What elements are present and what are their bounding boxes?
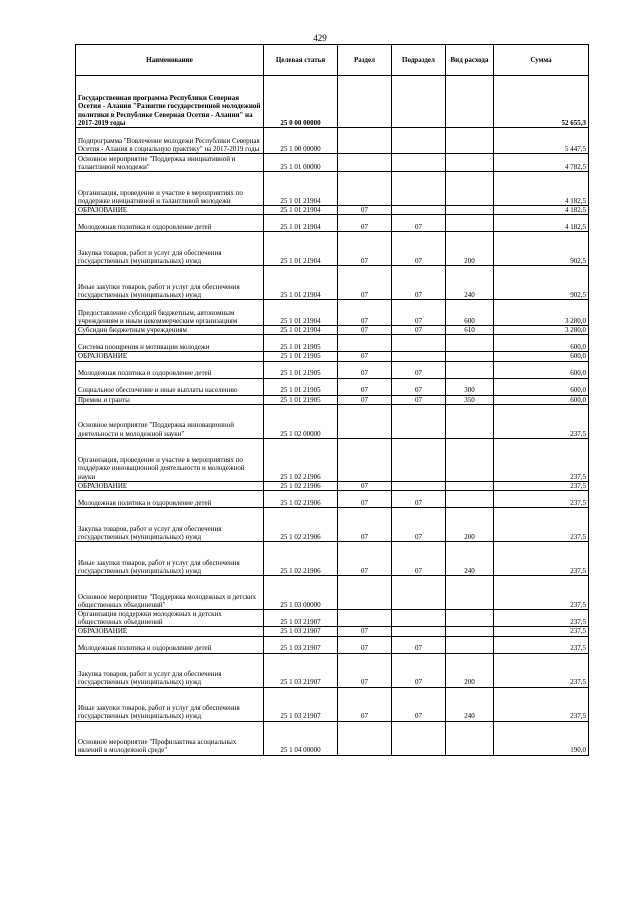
row-amount-cell: 237,5 — [494, 438, 589, 481]
row-amount-cell: 3 280,0 — [494, 300, 589, 326]
row-section-cell: 07 — [338, 542, 392, 576]
table-row — [76, 481, 589, 490]
row-expense-kind-cell — [446, 627, 494, 636]
row-name-cell: ОБРАЗОВАНИЕ — [76, 206, 264, 215]
row-subsection-cell — [392, 335, 446, 352]
row-amount-cell: 237,5 — [494, 542, 589, 576]
row-subsection-cell — [392, 481, 446, 490]
row-name-cell: Закупка товаров, работ и услуг для обеспечения государственных (муниципальных) нужд — [76, 232, 264, 266]
row-subsection-cell — [392, 206, 446, 215]
row-expense-kind-cell — [446, 610, 494, 627]
table-row — [76, 232, 589, 266]
row-subsection-cell — [392, 128, 446, 154]
row-target-article-cell: 25 1 01 21904 — [264, 206, 338, 215]
row-expense-kind-cell — [446, 172, 494, 206]
row-expense-kind-cell — [446, 438, 494, 481]
table-row — [76, 300, 589, 326]
row-subsection-cell — [392, 627, 446, 636]
row-target-article-cell: 25 1 02 21906 — [264, 438, 338, 481]
row-target-article-cell: 25 1 03 21907 — [264, 687, 338, 721]
row-target-article-cell: 25 1 01 21904 — [264, 266, 338, 300]
row-expense-kind-cell — [446, 721, 494, 755]
row-amount-cell: 52 655,3 — [494, 76, 589, 128]
row-name-cell: Основное мероприятие "Поддержка молодежных и детских общественных объединений" — [76, 576, 264, 610]
row-name-cell: Молодежная политика и оздоровление детей — [76, 491, 264, 508]
row-section-cell: 07 — [338, 215, 392, 232]
row-expense-kind-cell — [446, 352, 494, 361]
row-expense-kind-cell — [446, 481, 494, 490]
row-section-cell: 07 — [338, 352, 392, 361]
row-subsection-cell — [392, 154, 446, 172]
row-name-cell: Основное мероприятие "Поддержка инициативной и талантливой молодежи" — [76, 154, 264, 172]
row-name-cell: Молодежная политика и оздоровление детей — [76, 215, 264, 232]
row-subsection-cell: 07 — [392, 215, 446, 232]
row-name-cell: Премии и гранты — [76, 395, 264, 404]
row-subsection-cell: 07 — [392, 378, 446, 395]
row-name-cell: Иные закупки товаров, работ и услуг для обеспечения государственных (муниципальных) нужд — [76, 687, 264, 721]
row-expense-kind-cell — [446, 206, 494, 215]
row-name-cell: Молодежная политика и оздоровление детей — [76, 636, 264, 653]
row-section-cell: 07 — [338, 232, 392, 266]
row-expense-kind-cell: 240 — [446, 687, 494, 721]
row-subsection-cell — [392, 404, 446, 438]
row-subsection-cell — [392, 721, 446, 755]
row-target-article-cell: 25 1 02 21906 — [264, 491, 338, 508]
row-expense-kind-cell: 240 — [446, 266, 494, 300]
row-expense-kind-cell — [446, 404, 494, 438]
budget-table — [75, 44, 589, 756]
table-row — [76, 610, 589, 627]
row-name-cell: Система поощрения и мотивации молодежи — [76, 335, 264, 352]
table-header-row — [76, 45, 589, 76]
row-amount-cell: 237,5 — [494, 481, 589, 490]
row-section-cell: 07 — [338, 687, 392, 721]
row-amount-cell: 237,5 — [494, 627, 589, 636]
table-row — [76, 266, 589, 300]
table-row — [76, 206, 589, 215]
table-row — [76, 326, 589, 335]
row-target-article-cell: 25 0 00 00000 — [264, 76, 338, 128]
row-expense-kind-cell — [446, 361, 494, 378]
row-amount-cell: 902,5 — [494, 266, 589, 300]
row-section-cell: 07 — [338, 508, 392, 542]
row-subsection-cell — [392, 610, 446, 627]
table-row — [76, 721, 589, 755]
row-subsection-cell: 07 — [392, 266, 446, 300]
row-section-cell: 07 — [338, 636, 392, 653]
column-header-target-article: Целевая статья — [264, 45, 338, 76]
table-row — [76, 215, 589, 232]
row-section-cell: 07 — [338, 491, 392, 508]
row-amount-cell: 600,0 — [494, 352, 589, 361]
row-section-cell: 07 — [338, 395, 392, 404]
row-amount-cell: 237,5 — [494, 404, 589, 438]
row-section-cell — [338, 335, 392, 352]
row-expense-kind-cell: 300 — [446, 378, 494, 395]
row-name-cell: Закупка товаров, работ и услуг для обеспечения государственных (муниципальных) нужд — [76, 508, 264, 542]
row-subsection-cell: 07 — [392, 653, 446, 687]
table-row — [76, 542, 589, 576]
table-row — [76, 653, 589, 687]
row-section-cell — [338, 721, 392, 755]
row-subsection-cell: 07 — [392, 361, 446, 378]
row-section-cell: 07 — [338, 266, 392, 300]
row-amount-cell: 190,0 — [494, 721, 589, 755]
row-expense-kind-cell: 610 — [446, 326, 494, 335]
row-subsection-cell: 07 — [392, 508, 446, 542]
row-subsection-cell — [392, 76, 446, 128]
row-section-cell — [338, 576, 392, 610]
row-expense-kind-cell: 200 — [446, 653, 494, 687]
row-subsection-cell — [392, 172, 446, 206]
row-amount-cell: 600,0 — [494, 335, 589, 352]
row-expense-kind-cell: 350 — [446, 395, 494, 404]
row-expense-kind-cell: 600 — [446, 300, 494, 326]
row-section-cell — [338, 404, 392, 438]
row-section-cell: 07 — [338, 653, 392, 687]
table-row — [76, 76, 589, 128]
row-section-cell: 07 — [338, 326, 392, 335]
row-subsection-cell — [392, 352, 446, 361]
row-name-cell: Организация поддержки молодежных и детских общественных объединений — [76, 610, 264, 627]
table-row — [76, 438, 589, 481]
row-target-article-cell: 25 1 01 21904 — [264, 172, 338, 206]
row-target-article-cell: 25 1 03 00000 — [264, 576, 338, 610]
table-row — [76, 335, 589, 352]
row-section-cell: 07 — [338, 378, 392, 395]
row-amount-cell: 237,5 — [494, 653, 589, 687]
row-subsection-cell: 07 — [392, 395, 446, 404]
row-section-cell — [338, 438, 392, 481]
row-target-article-cell: 25 1 01 21905 — [264, 335, 338, 352]
row-expense-kind-cell: 200 — [446, 232, 494, 266]
row-target-article-cell: 25 1 01 21904 — [264, 300, 338, 326]
row-expense-kind-cell — [446, 128, 494, 154]
column-header-expense-kind: Вид расхода — [446, 45, 494, 76]
row-subsection-cell: 07 — [392, 326, 446, 335]
row-section-cell: 07 — [338, 627, 392, 636]
table-row — [76, 154, 589, 172]
row-name-cell: Основное мероприятие "Профилактика асоциальных явлений в молодежной среде" — [76, 721, 264, 755]
column-header-amount: Сумма — [494, 45, 589, 76]
page-number: 429 — [313, 33, 327, 43]
row-target-article-cell: 25 1 01 21904 — [264, 326, 338, 335]
table-row — [76, 352, 589, 361]
row-name-cell: Иные закупки товаров, работ и услуг для обеспечения государственных (муниципальных) нужд — [76, 542, 264, 576]
row-name-cell: Субсидии бюджетным учреждениям — [76, 326, 264, 335]
row-subsection-cell — [392, 576, 446, 610]
row-target-article-cell: 25 1 03 21907 — [264, 653, 338, 687]
row-target-article-cell: 25 1 01 00000 — [264, 154, 338, 172]
row-target-article-cell: 25 1 02 00000 — [264, 404, 338, 438]
row-expense-kind-cell: 200 — [446, 508, 494, 542]
row-name-cell: Основное мероприятие "Поддержка инновационной деятельности и молодежной науки" — [76, 404, 264, 438]
row-target-article-cell: 25 1 01 21905 — [264, 352, 338, 361]
table-row — [76, 361, 589, 378]
table-row — [76, 627, 589, 636]
row-target-article-cell: 25 1 03 21907 — [264, 636, 338, 653]
row-name-cell: Организация, проведение и участие в мероприятиях по поддержке инновационной деятельности и молодежной науки — [76, 438, 264, 481]
row-name-cell: ОБРАЗОВАНИЕ — [76, 481, 264, 490]
column-header-subsection: Подраздел — [392, 45, 446, 76]
table-row — [76, 128, 589, 154]
table-body — [76, 76, 589, 756]
row-section-cell: 07 — [338, 300, 392, 326]
column-header-name: Наименование — [76, 45, 264, 76]
table-row — [76, 636, 589, 653]
row-expense-kind-cell — [446, 576, 494, 610]
table-row — [76, 576, 589, 610]
row-expense-kind-cell: 240 — [446, 542, 494, 576]
row-amount-cell: 237,5 — [494, 636, 589, 653]
row-section-cell: 07 — [338, 206, 392, 215]
table-row — [76, 508, 589, 542]
row-target-article-cell: 25 1 02 21906 — [264, 508, 338, 542]
row-name-cell: Государственная программа Республики Северная Осетия - Алания "Развитие государственной молодежной политики в Республике Северная Осетия - Алания" на 2017-2019 годы — [76, 76, 264, 128]
row-amount-cell: 600,0 — [494, 378, 589, 395]
row-subsection-cell: 07 — [392, 636, 446, 653]
row-target-article-cell: 25 1 00 00000 — [264, 128, 338, 154]
row-amount-cell: 3 280,0 — [494, 326, 589, 335]
row-name-cell: Подпрограмма "Вовлечение молодежи Республики Северная Осетия - Алания в социальную практику" на 2017-2019 годы — [76, 128, 264, 154]
row-amount-cell: 902,5 — [494, 232, 589, 266]
row-target-article-cell: 25 1 02 21906 — [264, 481, 338, 490]
row-target-article-cell: 25 1 03 21907 — [264, 610, 338, 627]
row-amount-cell: 237,5 — [494, 508, 589, 542]
row-name-cell: ОБРАЗОВАНИЕ — [76, 352, 264, 361]
row-amount-cell: 237,5 — [494, 576, 589, 610]
row-name-cell: Предоставление субсидий бюджетным, автономным учреждениям и иным некоммерческим организациям — [76, 300, 264, 326]
row-expense-kind-cell — [446, 491, 494, 508]
row-amount-cell: 4 782,5 — [494, 154, 589, 172]
row-amount-cell: 237,5 — [494, 610, 589, 627]
row-target-article-cell: 25 1 01 21905 — [264, 361, 338, 378]
row-section-cell — [338, 128, 392, 154]
row-target-article-cell: 25 1 01 21905 — [264, 395, 338, 404]
row-subsection-cell: 07 — [392, 687, 446, 721]
row-target-article-cell: 25 1 03 21907 — [264, 627, 338, 636]
row-name-cell: Закупка товаров, работ и услуг для обеспечения государственных (муниципальных) нужд — [76, 653, 264, 687]
row-amount-cell: 4 182,5 — [494, 172, 589, 206]
row-target-article-cell: 25 1 02 21906 — [264, 542, 338, 576]
row-section-cell: 07 — [338, 481, 392, 490]
table-row — [76, 687, 589, 721]
table-row — [76, 404, 589, 438]
row-amount-cell: 600,0 — [494, 361, 589, 378]
row-section-cell: 07 — [338, 361, 392, 378]
row-name-cell: ОБРАЗОВАНИЕ — [76, 627, 264, 636]
row-expense-kind-cell — [446, 154, 494, 172]
row-section-cell — [338, 154, 392, 172]
row-amount-cell: 4 182,5 — [494, 215, 589, 232]
row-subsection-cell: 07 — [392, 542, 446, 576]
row-subsection-cell — [392, 438, 446, 481]
row-target-article-cell: 25 1 01 21904 — [264, 232, 338, 266]
row-expense-kind-cell — [446, 215, 494, 232]
row-name-cell: Молодежная политика и оздоровление детей — [76, 361, 264, 378]
row-expense-kind-cell — [446, 636, 494, 653]
row-name-cell: Иные закупки товаров, работ и услуг для обеспечения государственных (муниципальных) нужд — [76, 266, 264, 300]
row-amount-cell: 237,5 — [494, 687, 589, 721]
row-amount-cell: 4 182,5 — [494, 206, 589, 215]
row-section-cell — [338, 172, 392, 206]
table-row — [76, 395, 589, 404]
row-expense-kind-cell — [446, 335, 494, 352]
row-amount-cell: 237,5 — [494, 491, 589, 508]
table-row — [76, 172, 589, 206]
row-amount-cell: 5 447,5 — [494, 128, 589, 154]
row-subsection-cell: 07 — [392, 300, 446, 326]
row-section-cell — [338, 76, 392, 128]
table-row — [76, 378, 589, 395]
row-target-article-cell: 25 1 01 21904 — [264, 215, 338, 232]
row-name-cell: Организация, проведение и участие в мероприятиях по поддержке инициативной и талантливой молодежи — [76, 172, 264, 206]
column-header-section: Раздел — [338, 45, 392, 76]
row-section-cell — [338, 610, 392, 627]
row-name-cell: Социальное обеспечение и иные выплаты населению — [76, 378, 264, 395]
row-expense-kind-cell — [446, 76, 494, 128]
row-subsection-cell: 07 — [392, 232, 446, 266]
row-amount-cell: 600,0 — [494, 395, 589, 404]
row-subsection-cell: 07 — [392, 491, 446, 508]
row-target-article-cell: 25 1 04 00000 — [264, 721, 338, 755]
table-row — [76, 491, 589, 508]
row-target-article-cell: 25 1 01 21905 — [264, 378, 338, 395]
